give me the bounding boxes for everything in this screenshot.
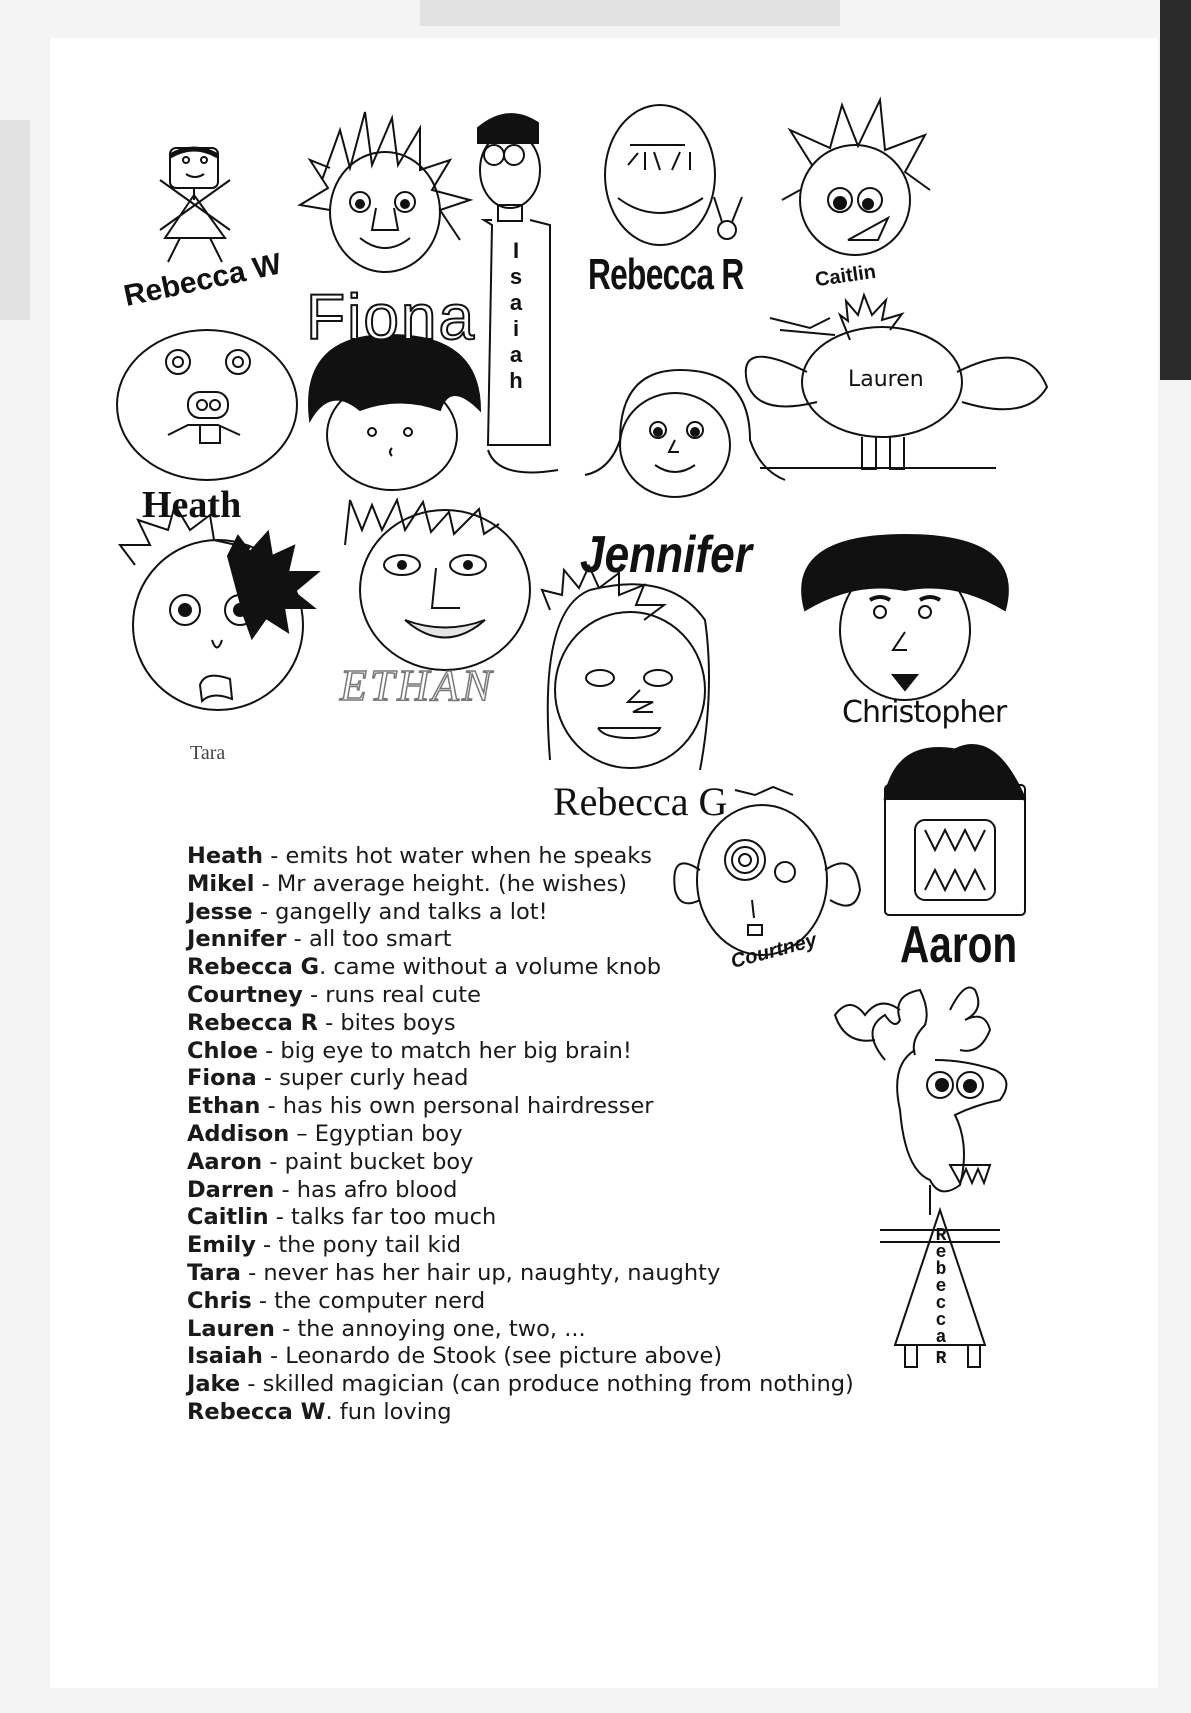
emily-drawing: [585, 370, 785, 497]
list-item: [187, 954, 854, 982]
isaiah-letter: a: [509, 342, 523, 367]
student-name: Rebecca G: [187, 954, 320, 981]
student-name: Emily: [187, 1232, 256, 1259]
label-caitlin: Caitlin: [813, 260, 878, 292]
label-jennifer: Jennifer: [580, 526, 752, 584]
label-rebecca-r: Rebecca R: [588, 250, 744, 299]
student-name: Mikel: [187, 870, 255, 897]
student-description: - has his own personal hairdresser: [260, 1093, 654, 1120]
student-description: – Egyptian boy: [289, 1120, 463, 1147]
rebecca-vertical-letter: c: [935, 1311, 947, 1331]
student-name: Chloe: [187, 1037, 258, 1064]
student-name: Jesse: [187, 898, 253, 925]
student-description: - emits hot water when he speaks: [263, 843, 653, 869]
list-item: [187, 1177, 854, 1205]
label-tara: Tara: [190, 742, 226, 764]
list-item: [187, 1399, 854, 1427]
student-name: Darren: [187, 1176, 275, 1203]
list-item: [187, 1093, 854, 1121]
student-description: - big eye to match her big brain!: [257, 1037, 632, 1064]
rebecca-g-drawing: [542, 566, 709, 770]
rebecca-vertical-letter: b: [935, 1260, 947, 1280]
label-lauren: Lauren: [848, 367, 924, 392]
list-item: [187, 1232, 854, 1260]
student-description: - skilled magician (can produce nothing from nothing): [240, 1371, 854, 1398]
student-name: Tara: [187, 1259, 241, 1286]
student-name: Rebecca R: [187, 1009, 318, 1036]
aaron-drawing: [885, 746, 1025, 915]
list-item: [187, 843, 854, 871]
student-description: - never has her hair up, naughty, naughty: [240, 1259, 721, 1286]
student-name: Ethan: [187, 1093, 261, 1120]
isaiah-letter: i: [512, 316, 520, 341]
student-name: Lauren: [187, 1315, 275, 1342]
label-fiona: Fiona: [306, 281, 477, 353]
list-item: [187, 871, 854, 899]
label-isaiah: [505, 238, 527, 394]
rebecca-r-drawing: [605, 105, 742, 245]
label-rebecca-vertical: [928, 1228, 954, 1368]
student-description: - has afro blood: [274, 1176, 458, 1203]
darren-drawing: [309, 335, 480, 490]
isaiah-letter: s: [509, 264, 523, 289]
student-name: Isaiah: [187, 1343, 263, 1370]
student-name: Aaron: [187, 1148, 263, 1175]
fiona-drawing: [300, 112, 470, 272]
student-description: . came without a volume knob: [319, 954, 662, 981]
caitlin-drawing: [782, 100, 930, 255]
label-heath: Heath: [142, 484, 242, 526]
list-item: [187, 1149, 854, 1177]
list-item: [187, 1260, 854, 1288]
student-name: Jake: [187, 1371, 241, 1398]
student-name: Fiona: [187, 1065, 257, 1092]
student-description: - all too smart: [286, 926, 452, 953]
student-description: - the annoying one, two, ...: [274, 1315, 586, 1342]
rebecca-vertical-letter-r: R: [935, 1349, 947, 1369]
isaiah-letter: a: [509, 290, 523, 315]
list-item: [187, 1010, 854, 1038]
isaiah-letter: h: [509, 368, 523, 393]
list-item: [187, 1343, 854, 1371]
student-description: - runs real cute: [302, 981, 481, 1008]
list-item: [187, 1288, 854, 1316]
student-description: . fun loving: [325, 1398, 452, 1425]
student-name: Caitlin: [187, 1204, 269, 1231]
student-description: - the computer nerd: [251, 1287, 486, 1314]
list-item: [187, 1121, 854, 1149]
student-description: - Mr average height. (he wishes): [254, 870, 627, 897]
list-item: [187, 1316, 854, 1344]
list-item: [187, 1204, 854, 1232]
student-description: - the pony tail kid: [255, 1232, 462, 1259]
rebecca-vertical-drawing: [835, 988, 1006, 1368]
ethan-drawing: [345, 500, 530, 670]
isaiah-letter: I: [512, 238, 520, 263]
list-item: [187, 1065, 854, 1093]
rebecca-vertical-letter: e: [935, 1277, 947, 1297]
list-item: [187, 926, 854, 954]
student-name: Addison: [187, 1120, 290, 1147]
student-name: Courtney: [187, 981, 303, 1008]
list-item: [187, 1371, 854, 1399]
student-description: - paint bucket boy: [262, 1148, 474, 1175]
label-courtney: Courtney: [728, 929, 820, 974]
rebecca-vertical-letter: e: [935, 1243, 947, 1263]
list-item: [187, 899, 854, 927]
rebecca-vertical-letter: c: [935, 1294, 947, 1314]
student-name: Jennifer: [187, 926, 287, 953]
student-name: Heath: [187, 843, 264, 869]
list-item: [187, 982, 854, 1010]
label-ethan: ETHAN: [340, 661, 495, 710]
list-item: [187, 1038, 854, 1066]
label-rebecca-g: Rebecca G: [553, 779, 728, 824]
student-name: Chris: [187, 1287, 252, 1314]
class-descriptions-list: [187, 843, 854, 1427]
student-description: - talks far too much: [268, 1204, 497, 1231]
student-description: - bites boys: [317, 1009, 456, 1036]
rebecca-vertical-letter: a: [935, 1328, 947, 1348]
tara-drawing: [120, 505, 318, 710]
chloe-drawing: [117, 330, 297, 480]
student-description: - gangelly and talks a lot!: [252, 898, 548, 925]
student-description: - Leonardo de Stook (see picture above): [262, 1343, 723, 1370]
label-rebecca-w: Rebecca W: [120, 247, 285, 314]
label-aaron: Aaron: [900, 916, 1018, 974]
rebecca-vertical-letter: R: [935, 1226, 947, 1246]
student-description: - super curly head: [256, 1065, 469, 1092]
student-name: Rebecca W: [187, 1398, 326, 1425]
label-christopher: Christopher: [842, 695, 1007, 730]
christopher-drawing: [802, 535, 1008, 700]
rebecca-w-drawing: [160, 148, 230, 262]
